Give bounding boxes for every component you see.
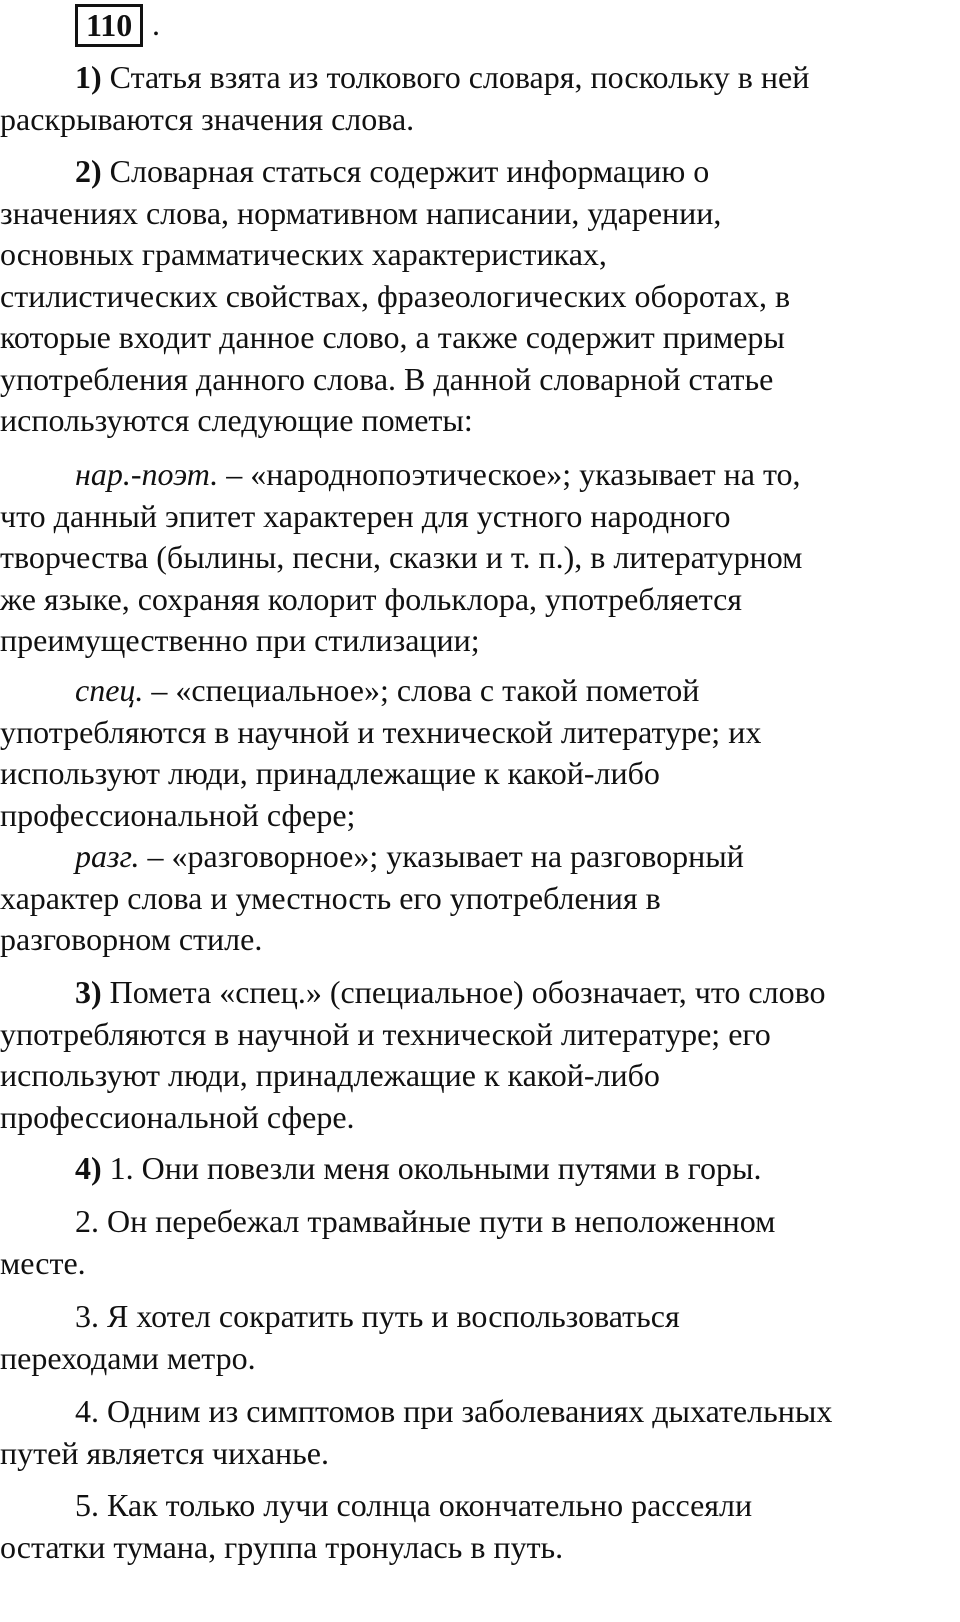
paragraph-line: разг. – «разговорное»; указывает на разговорный bbox=[75, 838, 744, 874]
paragraph-line: употребляются в научной и технической литературе; их bbox=[0, 713, 762, 750]
paragraph-line: раскрываются значения слова. bbox=[0, 100, 415, 137]
paragraph-line: употребления данного слова. В данной словарной статье bbox=[0, 360, 774, 397]
paragraph-line: разговорном стиле. bbox=[0, 921, 263, 957]
sentence-3 bbox=[0, 1296, 960, 1379]
paragraph-line: 3) Помета «спец.» (специальное) обозначает, что слово bbox=[75, 974, 826, 1010]
mark-nar-poet bbox=[0, 454, 960, 662]
sentence-4 bbox=[0, 1391, 960, 1474]
mark-razg bbox=[0, 836, 960, 961]
paragraph-line: употребляются в научной и технической литературе; его bbox=[0, 1015, 771, 1052]
paragraph-line: значениях слова, нормативном написании, ударении, bbox=[0, 194, 722, 231]
paragraph-line: 4) 1. Они повезли меня окольными путями в горы. bbox=[75, 1150, 762, 1186]
paragraph-line: характер слова и уместность его употребления в bbox=[0, 879, 661, 916]
item-number: 4) bbox=[75, 1150, 102, 1186]
paragraph-line: творчества (былины, песни, сказки и т. п.), в литературном bbox=[0, 539, 803, 575]
mark-spec bbox=[0, 670, 960, 836]
paragraph-line: же языке, сохраняя колорит фольклора, употребляется bbox=[0, 580, 742, 617]
paragraph-line: 4. Одним из симптомов при заболеваниях дыхательных bbox=[75, 1393, 833, 1429]
paragraph-line: 5. Как только лучи солнца окончательно рассеяли bbox=[75, 1487, 753, 1523]
paragraph-3 bbox=[0, 972, 960, 1138]
mark-term: нар.-поэт. bbox=[75, 456, 219, 492]
mark-term: спец. bbox=[75, 672, 144, 708]
paragraph-line: используются следующие пометы: bbox=[0, 402, 473, 438]
sentence-5 bbox=[0, 1485, 960, 1568]
paragraph-line: которые входит данное слово, а также содержит примеры bbox=[0, 319, 785, 355]
item-number: 1) bbox=[75, 59, 102, 95]
paragraph-line: профессиональной сфере. bbox=[0, 1098, 355, 1135]
paragraph-line: 2. Он перебежал трамвайные пути в неположенном bbox=[75, 1203, 776, 1239]
paragraph-line: спец. – «специальное»; слова с такой пометой bbox=[75, 672, 700, 708]
exercise-number-dot: . bbox=[152, 6, 160, 42]
paragraph-line: 1) Статья взята из толкового словаря, поскольку в ней bbox=[75, 59, 810, 95]
paragraph-line: путей является чиханье. bbox=[0, 1434, 329, 1471]
paragraph-line: что данный эпитет характерен для устного народного bbox=[0, 497, 731, 534]
paragraph-4 bbox=[0, 1148, 960, 1190]
exercise-number: 110 bbox=[75, 4, 143, 47]
item-number: 3) bbox=[75, 974, 102, 1010]
paragraph-line: остатки тумана, группа тронулась в путь. bbox=[0, 1528, 564, 1565]
paragraph-line: 3. Я хотел сократить путь и воспользоваться bbox=[75, 1298, 680, 1334]
paragraph-line: используют люди, принадлежащие к какой-либо bbox=[0, 755, 660, 791]
paragraph-2 bbox=[0, 151, 960, 442]
paragraph-line: месте. bbox=[0, 1244, 86, 1281]
paragraph-line: используют люди, принадлежащие к какой-либо bbox=[0, 1057, 660, 1093]
mark-term: разг. bbox=[75, 838, 140, 874]
paragraph-line: профессиональной сфере; bbox=[0, 796, 356, 833]
paragraph-line: основных грамматических характеристиках, bbox=[0, 236, 607, 272]
paragraph-1 bbox=[0, 57, 960, 140]
sentence-2 bbox=[0, 1201, 960, 1284]
paragraph-line: переходами метро. bbox=[0, 1339, 256, 1376]
paragraph-line: нар.-поэт. – «народнопоэтическое»; указывает на то, bbox=[75, 456, 801, 492]
paragraph-line: 2) Словарная статься содержит информацию о bbox=[75, 153, 710, 189]
paragraph-line: стилистических свойствах, фразеологических оборотах, в bbox=[0, 277, 791, 314]
item-number: 2) bbox=[75, 153, 102, 189]
paragraph-line: преимущественно при стилизации; bbox=[0, 622, 480, 658]
